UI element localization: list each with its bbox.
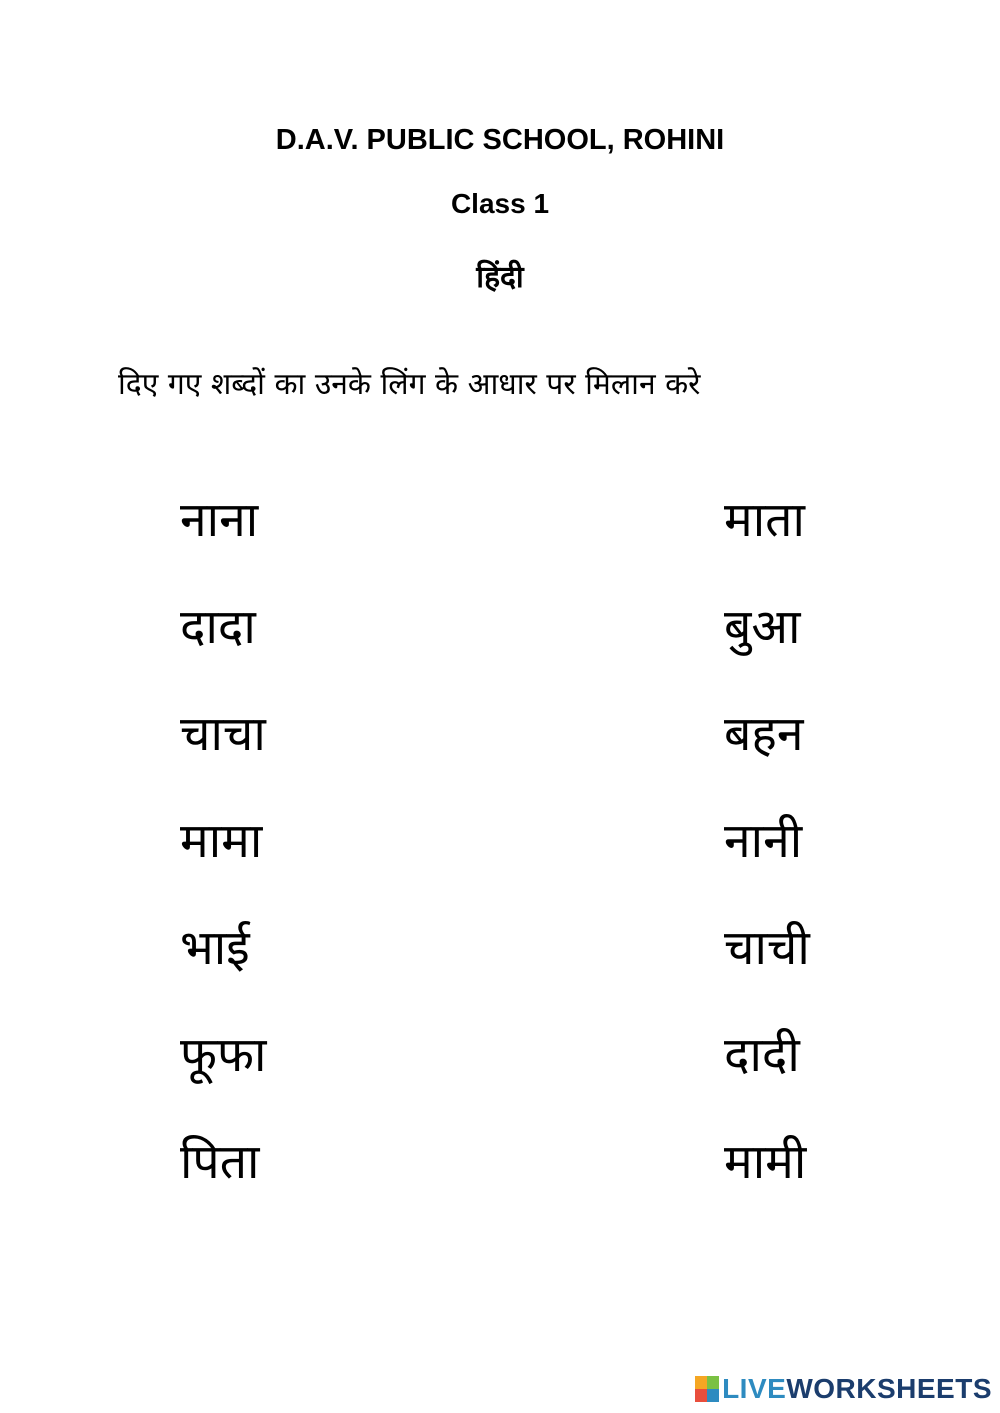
watermark-text-live: LIVE [722,1373,787,1404]
word-item-right[interactable]: चाची [724,920,810,976]
word-item-left[interactable]: फूफा [180,1027,267,1083]
word-item-left[interactable]: पिता [180,1134,260,1190]
word-item-left[interactable]: चाचा [180,706,266,762]
logo-square [695,1389,707,1402]
liveworksheets-logo-icon [695,1376,719,1402]
word-item-right[interactable]: मामी [724,1134,807,1190]
word-item-left[interactable]: दादा [180,599,256,655]
watermark-text-worksheets: WORKSHEETS [786,1373,992,1404]
word-item-left[interactable]: मामा [180,813,263,869]
logo-square [695,1376,707,1389]
logo-square [707,1389,719,1402]
subject-label: हिंदी [476,260,524,295]
word-item-right[interactable]: नानी [724,813,803,869]
word-item-right[interactable]: माता [724,492,805,548]
word-item-right[interactable]: बुआ [724,599,801,655]
liveworksheets-watermark [695,1373,992,1405]
word-item-right[interactable]: बहन [724,706,804,762]
class-label: Class 1 [450,188,550,219]
feminine-word-list [724,480,810,1229]
school-name: D.A.V. PUBLIC SCHOOL, ROHINI [275,124,725,156]
word-item-left[interactable]: नाना [180,492,259,548]
word-item-right[interactable]: दादी [724,1027,800,1083]
masculine-word-list [180,480,266,1229]
instruction-text: दिए गए शब्दों का उनके लिंग के आधार पर मिलान करे [118,367,701,402]
word-item-left[interactable]: भाई [180,920,250,976]
logo-square [707,1376,719,1389]
